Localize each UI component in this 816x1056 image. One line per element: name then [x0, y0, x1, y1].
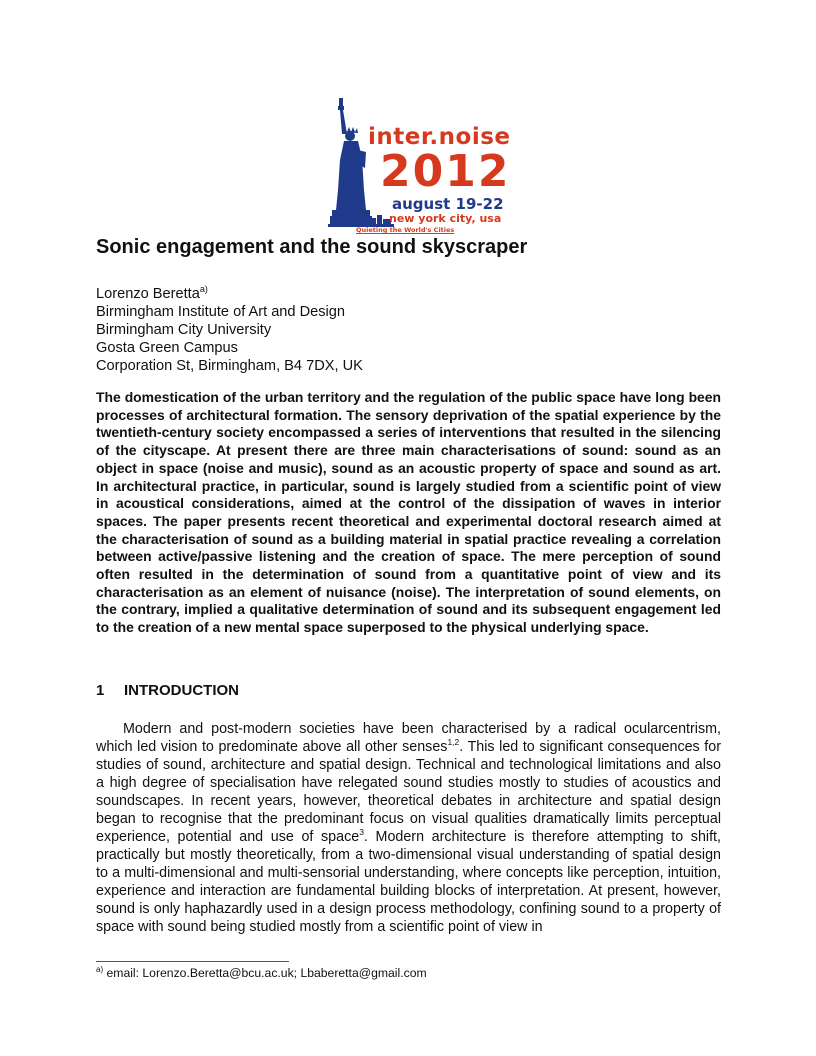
affiliation-line: Birmingham City University — [96, 322, 272, 338]
author-block — [96, 280, 363, 375]
affiliation-line: Corporation St, Birmingham, B4 7DX, UK — [96, 358, 363, 374]
affiliation-line: Birmingham Institute of Art and Design — [96, 304, 346, 320]
section-title: INTRODUCTION — [124, 682, 239, 699]
logo-year: 2012 — [380, 146, 511, 197]
citation-ref: 1,2 — [447, 737, 460, 747]
logo-location: new york city, usa — [389, 212, 502, 225]
logo-name: inter.noise — [368, 124, 511, 150]
logo-tagline: Quieting the World's Cities — [356, 226, 455, 234]
footnote — [96, 965, 427, 980]
footnote-divider — [96, 961, 289, 962]
body-text: Modern and post-modern societies have been characterised by a radical ocularcentrism, which led vision to predominate above all other senses — [96, 721, 721, 755]
abstract: The domestication of the urban territory and the regulation of the public space have long been processes of architectural formation. The sensory deprivation of the spatial experience by the twentieth-century society encompassed a series of interventions that resulted in the silencing of the cityscape. At present there are three main characterisations of sound: sound as an object in space (noise and music), sound as an acoustic property of space and sound as art. In architectural practice, in particular, sound is largely studied from a scientific point of view in acoustical considerations, aimed at the control of the dissipation of waves in interior spaces. The paper presents recent theoretical and experimental doctoral research aimed at the characterisation of sound as a building material in spatial practice revealing a correlation between active/passive listening and the creation of space. The mere perception of sound often resulted in the determination of sound from a quantitative point of view and its characterisation as an element of nuisance (noise). The interpretation of sound elements, on the contrary, implied a qualitative determination of sound and its subsequent engagement led to the creation of a new mental space superposed to the physical underlying space. — [96, 389, 721, 636]
logo-dates: august 19-22 — [392, 195, 504, 213]
body-paragraph — [96, 720, 721, 936]
paper-title: Sonic engagement and the sound skyscraper — [96, 236, 528, 258]
footnote-marker: a) — [96, 965, 104, 974]
section-heading — [96, 682, 239, 699]
conference-logo — [328, 98, 511, 240]
body-text: . This led to significant consequences for studies of sound, architecture and spatial design. Technical and technological limitations and also a high degree of specialisation have relegated sound studies mostly to studies of acoustics and soundscapes. In recent years, however, theoretical debates in architecture and spatial design began to recognise that the predominant focus on visual qualities dramatically limits perceptual experience, potential and use of space — [96, 739, 721, 845]
body-text: . Modern architecture is therefore attempting to shift, practically but mostly theoretically, from a two-dimensional visual understanding of spatial design to a multi-dimensional and multi-sensorial understanding, where concepts like perception, intuition, experience and interaction are fundamental building blocks of interpretation. At present, however, sound is only haphazardly used in a design process methodology, confining sound to a property of space with sound being studied mostly from a scientific point of view in — [96, 829, 722, 935]
affiliation-line: Gosta Green Campus — [96, 340, 238, 356]
author-name: Lorenzo Beretta — [96, 286, 200, 302]
citation-ref: 3 — [359, 827, 364, 837]
section-number: 1 — [96, 682, 105, 699]
author-marker: a) — [199, 284, 208, 294]
footnote-text: email: Lorenzo.Beretta@bcu.ac.uk; Lbaberetta@gmail.com — [103, 966, 427, 980]
